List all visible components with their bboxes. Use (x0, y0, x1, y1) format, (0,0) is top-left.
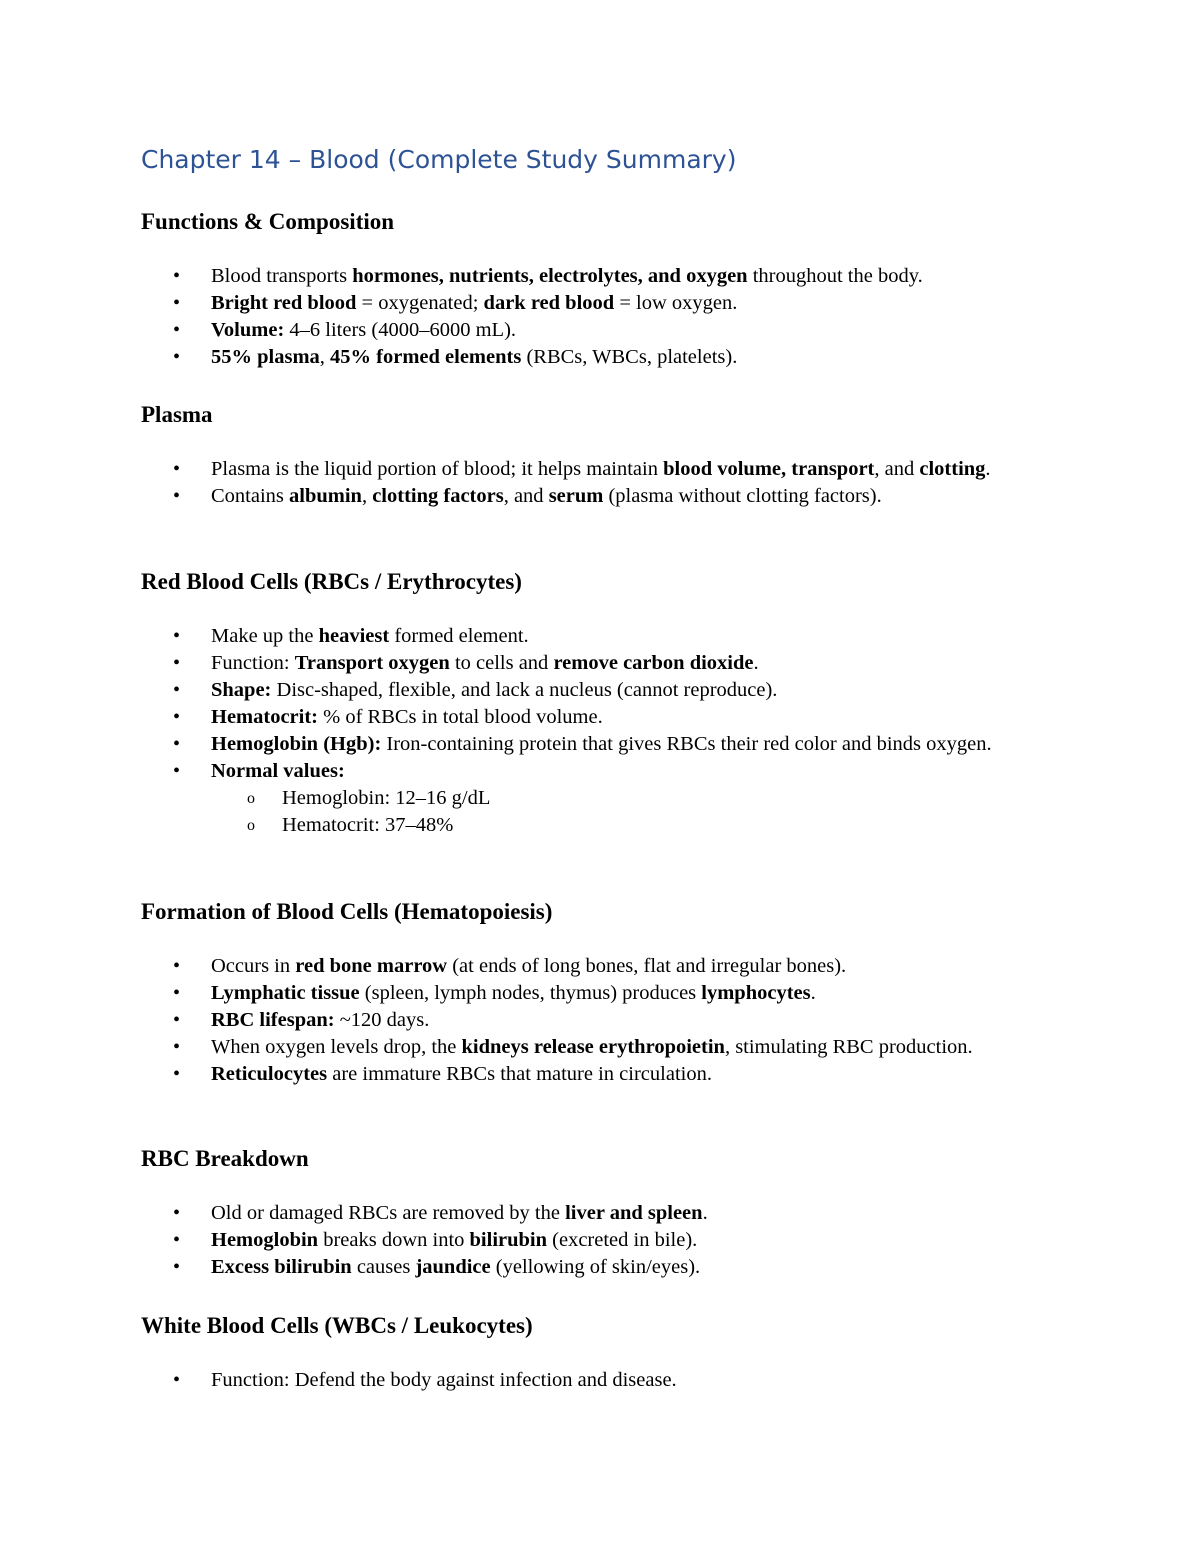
list-item (141, 456, 1061, 483)
bullet-list (141, 623, 1061, 839)
text-run: When oxygen levels drop, the (211, 1036, 462, 1058)
text-run: are immature RBCs that mature in circulation. (327, 1063, 712, 1085)
list-item (141, 758, 1061, 839)
bold-text: serum (548, 485, 604, 507)
text-run: formed element. (389, 625, 529, 647)
list-item (141, 317, 1061, 344)
bullet-icon: • (173, 292, 181, 314)
list-item (141, 677, 1061, 704)
text-run: Hematocrit: 37–48% (282, 814, 454, 836)
text-run: (excreted in bile). (547, 1229, 698, 1251)
bold-text: hormones, nutrients, electrolytes, and oxygen (352, 265, 748, 287)
bullet-icon: • (173, 1063, 181, 1085)
text-run: Blood transports (211, 265, 353, 287)
text-run: Make up the (211, 625, 319, 647)
text-run: , (319, 346, 331, 368)
bullet-icon: • (173, 760, 181, 782)
section-hematopoiesis (141, 897, 1061, 1088)
bullet-icon: • (173, 955, 181, 977)
bullet-list (141, 456, 1061, 510)
bullet-icon: • (173, 1036, 181, 1058)
bold-text: Bright red blood (211, 292, 357, 314)
section-functions-composition (141, 207, 1061, 371)
section-red-blood-cells (141, 567, 1061, 839)
bold-text: heaviest (318, 625, 390, 647)
bold-text: Excess bilirubin (211, 1256, 352, 1278)
section-rbc-breakdown (141, 1144, 1061, 1281)
text-run: causes (351, 1256, 416, 1278)
bullet-list (141, 1367, 1061, 1394)
text-run: . (810, 982, 816, 1004)
bullet-icon: • (173, 982, 181, 1004)
bullet-icon: • (173, 1009, 181, 1031)
section-heading: Red Blood Cells (RBCs / Erythrocytes) (141, 569, 522, 594)
bullet-icon: • (173, 1256, 181, 1278)
section-heading: RBC Breakdown (141, 1146, 309, 1171)
text-run: Occurs in (211, 955, 296, 977)
section-heading: White Blood Cells (WBCs / Leukocytes) (141, 1313, 533, 1338)
bold-text: lymphocytes (701, 982, 811, 1004)
list-item (141, 953, 1061, 980)
list-item (141, 483, 1061, 510)
bold-text: albumin (289, 485, 362, 507)
section-white-blood-cells (141, 1311, 1061, 1394)
sub-list (211, 785, 1061, 839)
bold-text: bilirubin (469, 1229, 548, 1251)
list-item (141, 1007, 1061, 1034)
list-item (141, 344, 1061, 371)
text-run: Old or damaged RBCs are removed by the (211, 1202, 566, 1224)
text-run: Contains (211, 485, 290, 507)
bullet-icon: • (173, 1202, 181, 1224)
circle-bullet-icon: o (247, 790, 255, 807)
bold-text: Hemoglobin (Hgb): (211, 733, 382, 755)
section-heading: Plasma (141, 402, 213, 427)
text-run: . (753, 652, 759, 674)
text-run: (spleen, lymph nodes, thymus) produces (359, 982, 702, 1004)
bold-text: Lymphatic tissue (211, 982, 360, 1004)
text-run: , and (874, 458, 920, 480)
list-item (141, 1367, 1061, 1394)
bold-text: clotting factors (372, 485, 504, 507)
text-run: Disc-shaped, flexible, and lack a nucleus (cannot reproduce). (271, 679, 778, 701)
list-item (141, 263, 1061, 290)
bold-text: dark red blood (483, 292, 615, 314)
bullet-icon: • (173, 625, 181, 647)
text-run: Plasma is the liquid portion of blood; it helps maintain (211, 458, 664, 480)
page-title: Chapter 14 – Blood (Complete Study Summary) (141, 145, 737, 174)
bullet-icon: • (173, 1229, 181, 1251)
bullet-icon: • (173, 458, 181, 480)
bullet-list (141, 263, 1061, 371)
text-run: ~120 days. (334, 1009, 430, 1031)
bold-text: Hemoglobin (211, 1229, 319, 1251)
list-item (141, 1034, 1061, 1061)
bullet-icon: • (173, 652, 181, 674)
list-item (141, 704, 1061, 731)
list-item (141, 980, 1061, 1007)
list-item (141, 290, 1061, 317)
text-run: , (361, 485, 373, 507)
bullet-icon: • (173, 485, 181, 507)
text-run: Function: (211, 652, 295, 674)
text-run: to cells and (449, 652, 554, 674)
section-heading: Functions & Composition (141, 209, 395, 234)
bullet-icon: • (173, 733, 181, 755)
list-item (141, 731, 1061, 758)
bold-text: jaundice (415, 1256, 491, 1278)
bullet-icon: • (173, 346, 181, 368)
text-run: , stimulating RBC production. (724, 1036, 973, 1058)
text-run: Hemoglobin: 12–16 g/dL (282, 787, 491, 809)
bullet-icon: • (173, 265, 181, 287)
bold-text: RBC lifespan: (211, 1009, 335, 1031)
text-run: = low oxygen. (614, 292, 738, 314)
bullet-icon: • (173, 319, 181, 341)
list-item (141, 1227, 1061, 1254)
text-run: (at ends of long bones, flat and irregular bones). (447, 955, 847, 977)
bold-text: red bone marrow (295, 955, 448, 977)
bullet-icon: • (173, 706, 181, 728)
text-run: Function: Defend the body against infection and disease. (211, 1369, 677, 1391)
section-plasma (141, 400, 1061, 510)
bold-text: Reticulocytes (211, 1063, 328, 1085)
section-heading: Formation of Blood Cells (Hematopoiesis) (141, 899, 553, 924)
bold-text: Volume: (211, 319, 285, 341)
bold-text: clotting (919, 458, 986, 480)
bold-text: 55% plasma (211, 346, 320, 368)
sub-list-item (211, 812, 1061, 839)
bullet-list (141, 953, 1061, 1088)
text-run: (yellowing of skin/eyes). (490, 1256, 701, 1278)
bold-text: Normal values: (211, 760, 345, 782)
text-run: . (985, 458, 991, 480)
text-run: (plasma without clotting factors). (603, 485, 882, 507)
bold-text: Transport oxygen (294, 652, 450, 674)
list-item (141, 650, 1061, 677)
bullet-list (141, 1200, 1061, 1281)
text-run: 4–6 liters (4000–6000 mL). (284, 319, 517, 341)
bold-text: remove carbon dioxide (553, 652, 754, 674)
list-item (141, 1200, 1061, 1227)
bullet-icon: • (173, 1369, 181, 1391)
bold-text: blood volume, transport (663, 458, 875, 480)
text-run: = oxygenated; (356, 292, 484, 314)
text-run: (RBCs, WBCs, platelets). (521, 346, 738, 368)
text-run: . (702, 1202, 708, 1224)
bold-text: 45% formed elements (330, 346, 522, 368)
bold-text: Shape: (211, 679, 272, 701)
bold-text: liver and spleen (565, 1202, 703, 1224)
list-item (141, 623, 1061, 650)
list-item (141, 1061, 1061, 1088)
text-run: % of RBCs in total blood volume. (318, 706, 603, 728)
list-item (141, 1254, 1061, 1281)
bold-text: Hematocrit: (211, 706, 318, 728)
circle-bullet-icon: o (247, 817, 255, 834)
bullet-icon: • (173, 679, 181, 701)
text-run: , and (503, 485, 549, 507)
sub-list-item (211, 785, 1061, 812)
bold-text: kidneys release erythropoietin (461, 1036, 725, 1058)
text-run: throughout the body. (747, 265, 923, 287)
text-run: Iron-containing protein that gives RBCs their red color and binds oxygen. (381, 733, 992, 755)
text-run: breaks down into (318, 1229, 470, 1251)
